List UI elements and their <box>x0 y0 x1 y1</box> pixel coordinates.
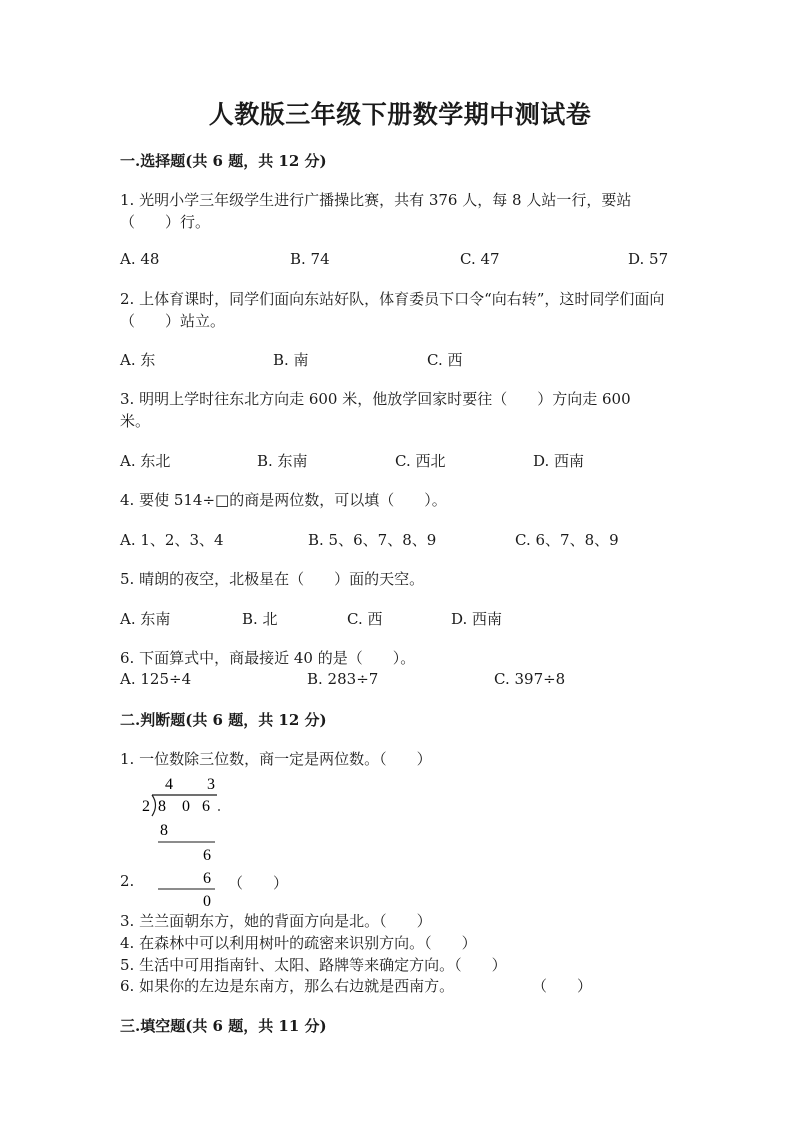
choice-q5-option-d: D. 西南 <box>451 610 503 628</box>
choice-q2-option-a: A. 东 <box>120 351 156 369</box>
division-step-3: 6 <box>203 870 211 887</box>
judgement-item-3: 3. 兰兰面朝东方，她的背面方向是北。（ ） <box>120 912 432 930</box>
dividend-digit-2: 0 <box>182 798 190 815</box>
choice-q6-option-b: B. 283÷7 <box>307 670 379 688</box>
judgement-item-6: 6. 如果你的左边是东南方，那么右边就是西南方。 <box>120 977 455 995</box>
judgement-item-4: 4. 在森林中可以利用树叶的疏密来识别方向。（ ） <box>120 934 477 952</box>
section-heading-judgement: 二.判断题(共 6 题，共 12 分) <box>120 711 327 729</box>
dividend-digit-3: 6 <box>202 798 210 815</box>
judgement-item-5: 5. 生活中可用指南针、太阳、路牌等来确定方向。（ ） <box>120 956 507 974</box>
choice-q4-option-a: A. 1、2、3、4 <box>120 531 224 549</box>
choice-q5-option-c: C. 西 <box>347 610 383 628</box>
choice-q3-option-d: D. 西南 <box>533 452 585 470</box>
section-heading-fill-blank: 三.填空题(共 6 题，共 11 分) <box>120 1017 327 1035</box>
choice-q3-option-b: B. 东南 <box>257 452 308 470</box>
choice-question-5: 5. 晴朗的夜空，北极星在（ ）面的天空。 <box>120 570 425 588</box>
choice-q4-option-b: B. 5、6、7、8、9 <box>308 531 437 549</box>
dividend-digit-1: 8 <box>158 798 166 815</box>
choice-q5-option-a: A. 东南 <box>120 610 171 628</box>
choice-q1-option-c: C. 47 <box>460 250 500 268</box>
choice-question-1: 1. 光明小学三年级学生进行广播操比赛，共有 376 人，每 8 人站一行，要站（ ）行。 <box>120 191 632 231</box>
division-dot <box>218 809 220 811</box>
division-step-2: 6 <box>203 847 211 864</box>
choice-q1-option-a: A. 48 <box>120 250 160 268</box>
quotient-digit-tens: 4 <box>165 776 173 793</box>
division-step-1: 8 <box>160 822 168 839</box>
divisor: 2 <box>142 798 150 815</box>
choice-q6-option-c: C. 397÷8 <box>494 670 566 688</box>
section-heading-choice: 一.选择题(共 6 题，共 12 分) <box>120 152 327 170</box>
judgement-item-1: 1. 一位数除三位数，商一定是两位数。（ ） <box>120 750 432 768</box>
choice-q3-option-c: C. 西北 <box>395 452 446 470</box>
choice-q1-option-d: D. 57 <box>628 250 669 268</box>
choice-question-3: 3. 明明上学时往东北方向走 600 米，他放学回家时要往（ ）方向走 600 米。 <box>120 390 631 430</box>
choice-q2-option-c: C. 西 <box>427 351 463 369</box>
choice-q6-option-a: A. 125÷4 <box>120 670 192 688</box>
choice-q1-option-b: B. 74 <box>290 250 330 268</box>
division-bracket-curve <box>152 795 156 816</box>
page-title: 人教版三年级下册数学期中测试卷 <box>208 100 592 129</box>
judgement-item-6-blank: （ ） <box>532 977 593 995</box>
choice-question-6: 6. 下面算式中，商最接近 40 的是（ ）。 <box>120 649 416 667</box>
choice-q2-option-b: B. 南 <box>273 351 309 369</box>
choice-q5-option-b: B. 北 <box>242 610 278 628</box>
quotient-digit-ones: 3 <box>207 776 215 793</box>
choice-q4-option-c: C. 6、7、8、9 <box>515 531 619 549</box>
choice-question-2: 2. 上体育课时，同学们面向东站好队，体育委员下口令“向右转”，这时同学们面向（ ）站立。 <box>120 290 665 330</box>
long-division-figure <box>135 773 235 908</box>
choice-question-4: 4. 要使 514÷□的商是两位数，可以填（ ）。 <box>120 491 447 509</box>
division-step-4: 0 <box>203 893 211 908</box>
judgement-item-2-blank: （ ） <box>228 874 289 892</box>
judgement-item-2: 2. <box>120 872 135 890</box>
choice-q3-option-a: A. 东北 <box>120 452 171 470</box>
